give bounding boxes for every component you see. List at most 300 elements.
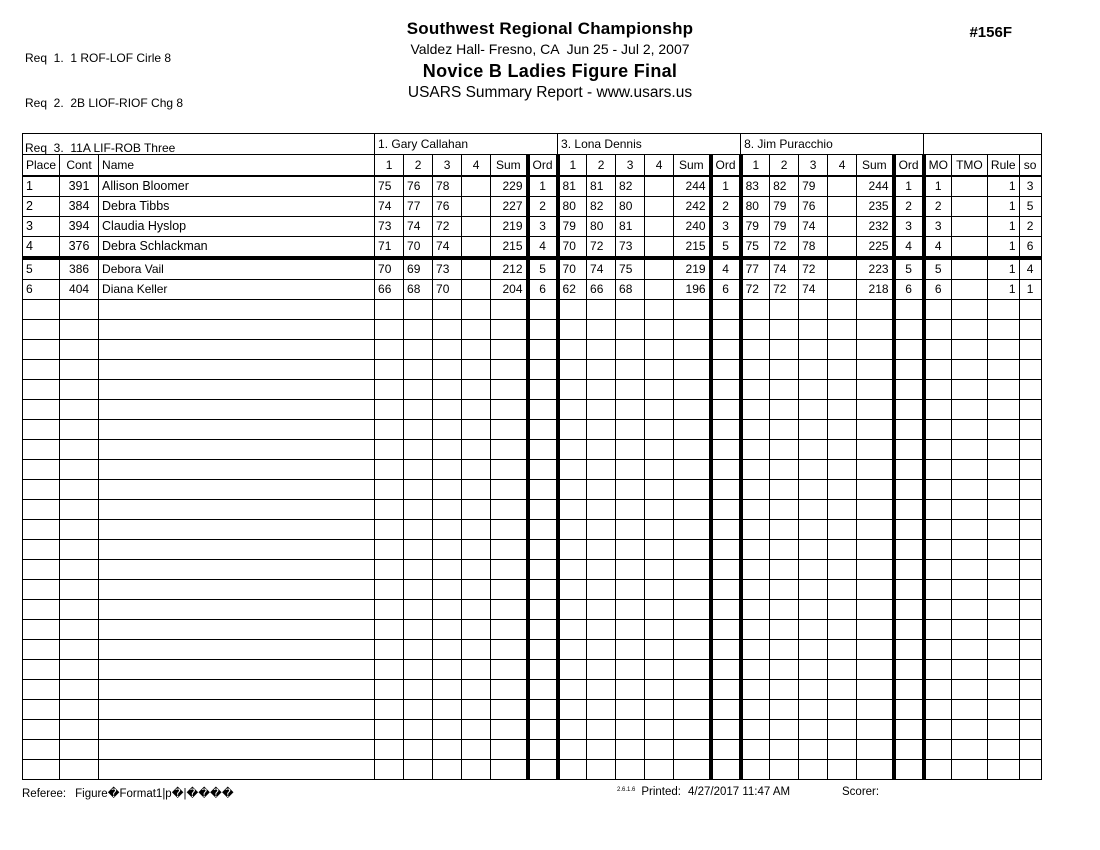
empty-row xyxy=(23,320,1042,340)
cell-judge2-sum xyxy=(674,320,711,340)
cell-mo: 4 xyxy=(924,237,952,259)
cell-place xyxy=(23,700,60,720)
cell-judge3-sum xyxy=(857,440,894,460)
cell-tmo xyxy=(951,760,987,780)
cell-judge2-score4 xyxy=(645,480,674,500)
cell-judge1-score4 xyxy=(462,760,491,780)
cell-judge3-sum xyxy=(857,500,894,520)
cell-judge2-score1 xyxy=(558,320,587,340)
cell-judge2-sum: 215 xyxy=(674,237,711,259)
cell-judge2-score1 xyxy=(558,420,587,440)
cell-judge2-score3 xyxy=(616,760,645,780)
cell-skater-name: Claudia Hyslop xyxy=(99,217,375,237)
cell-place xyxy=(23,420,60,440)
cell-contestant-number xyxy=(60,420,99,440)
cell-judge2-score4 xyxy=(645,237,674,259)
cell-tmo xyxy=(951,300,987,320)
col-header-judge2-2: 2 xyxy=(587,155,616,177)
cell-rule xyxy=(987,560,1019,580)
col-header-place: Place xyxy=(23,155,60,177)
cell-judge3-score1 xyxy=(741,380,770,400)
cell-judge1-score2 xyxy=(404,360,433,380)
cell-judge1-score1 xyxy=(375,340,404,360)
cell-tmo xyxy=(951,660,987,680)
skater-row xyxy=(23,258,1042,280)
cell-skater-name xyxy=(99,380,375,400)
cell-judge3-score3 xyxy=(799,380,828,400)
printed-label: Printed: xyxy=(641,786,681,798)
cell-judge3-score2 xyxy=(770,440,799,460)
judge-header-row xyxy=(23,134,1042,155)
cell-place: 6 xyxy=(23,280,60,300)
cell-judge1-score1 xyxy=(375,620,404,640)
cell-judge1-score2 xyxy=(404,440,433,460)
cell-judge1-score3 xyxy=(433,620,462,640)
cell-judge3-score2 xyxy=(770,580,799,600)
cell-judge3-score4 xyxy=(828,580,857,600)
cell-judge3-score4 xyxy=(828,217,857,237)
cell-judge3-ordinal xyxy=(894,620,924,640)
cell-judge3-ordinal xyxy=(894,320,924,340)
cell-judge2-score4 xyxy=(645,217,674,237)
cell-skater-name xyxy=(99,340,375,360)
cell-judge3-score3 xyxy=(799,520,828,540)
cell-judge1-score1 xyxy=(375,760,404,780)
cell-rule xyxy=(987,380,1019,400)
cell-judge2-ordinal: 1 xyxy=(711,176,741,197)
cell-judge2-ordinal: 6 xyxy=(711,280,741,300)
cell-judge2-score2 xyxy=(587,580,616,600)
cell-judge3-score3 xyxy=(799,480,828,500)
cell-mo: 2 xyxy=(924,197,952,217)
cell-judge2-sum xyxy=(674,680,711,700)
cell-rule xyxy=(987,680,1019,700)
col-header-judge2-ord: Ord xyxy=(711,155,741,177)
cell-tmo xyxy=(951,500,987,520)
cell-skater-name xyxy=(99,560,375,580)
cell-place xyxy=(23,540,60,560)
col-header-judge3-1: 1 xyxy=(741,155,770,177)
cell-contestant-number xyxy=(60,740,99,760)
cell-judge3-score4 xyxy=(828,620,857,640)
cell-judge3-score4 xyxy=(828,258,857,280)
cell-place xyxy=(23,620,60,640)
col-header-judge3-4: 4 xyxy=(828,155,857,177)
cell-so xyxy=(1019,520,1041,540)
cell-place xyxy=(23,680,60,700)
cell-judge3-ordinal xyxy=(894,540,924,560)
cell-mo xyxy=(924,620,952,640)
cell-judge2-ordinal xyxy=(711,700,741,720)
cell-judge2-score2: 72 xyxy=(587,237,616,259)
cell-judge2-score2 xyxy=(587,340,616,360)
cell-judge2-score2 xyxy=(587,500,616,520)
cell-judge1-sum xyxy=(491,320,528,340)
cell-contestant-number: 376 xyxy=(60,237,99,259)
cell-judge3-score2 xyxy=(770,300,799,320)
col-header-cont: Cont xyxy=(60,155,99,177)
cell-judge2-score3 xyxy=(616,740,645,760)
cell-judge2-score2 xyxy=(587,360,616,380)
cell-judge3-ordinal xyxy=(894,360,924,380)
req-line-3: Req 3. 11A LIF-ROB Three xyxy=(25,141,176,155)
cell-judge2-sum: 240 xyxy=(674,217,711,237)
cell-judge2-score2 xyxy=(587,480,616,500)
cell-judge1-score3 xyxy=(433,360,462,380)
cell-contestant-number: 404 xyxy=(60,280,99,300)
cell-judge1-score1: 74 xyxy=(375,197,404,217)
cell-judge3-ordinal xyxy=(894,300,924,320)
cell-skater-name xyxy=(99,360,375,380)
cell-judge1-ordinal xyxy=(528,420,558,440)
results-table xyxy=(22,133,1042,780)
cell-judge1-score2 xyxy=(404,660,433,680)
cell-skater-name xyxy=(99,740,375,760)
cell-rule xyxy=(987,360,1019,380)
cell-judge3-score4 xyxy=(828,400,857,420)
cell-judge1-sum: 212 xyxy=(491,258,528,280)
cell-judge3-score1 xyxy=(741,720,770,740)
cell-mo xyxy=(924,340,952,360)
cell-judge1-ordinal xyxy=(528,620,558,640)
cell-rule xyxy=(987,420,1019,440)
cell-judge3-score4 xyxy=(828,420,857,440)
cell-judge1-sum xyxy=(491,560,528,580)
cell-judge3-sum xyxy=(857,300,894,320)
cell-judge3-score3 xyxy=(799,300,828,320)
cell-judge3-sum xyxy=(857,540,894,560)
cell-rule xyxy=(987,660,1019,680)
cell-so xyxy=(1019,500,1041,520)
cell-judge1-score2 xyxy=(404,500,433,520)
cell-judge3-score3 xyxy=(799,540,828,560)
skater-row xyxy=(23,280,1042,300)
cell-place: 1 xyxy=(23,176,60,197)
cell-judge2-score1 xyxy=(558,640,587,660)
cell-rule xyxy=(987,620,1019,640)
cell-judge3-score1 xyxy=(741,640,770,660)
cell-judge1-score1 xyxy=(375,320,404,340)
cell-judge2-score2 xyxy=(587,420,616,440)
cell-judge2-score4 xyxy=(645,400,674,420)
col-header-mo: MO xyxy=(924,155,952,177)
cell-judge3-ordinal xyxy=(894,700,924,720)
empty-row xyxy=(23,760,1042,780)
cell-judge1-score2 xyxy=(404,400,433,420)
cell-judge3-ordinal xyxy=(894,420,924,440)
cell-judge2-ordinal xyxy=(711,640,741,660)
cell-judge2-score2 xyxy=(587,400,616,420)
cell-so xyxy=(1019,320,1041,340)
cell-contestant-number xyxy=(60,540,99,560)
cell-judge1-ordinal xyxy=(528,680,558,700)
cell-judge1-score4 xyxy=(462,600,491,620)
cell-judge1-score3 xyxy=(433,560,462,580)
cell-judge3-score3 xyxy=(799,420,828,440)
cell-judge3-score3 xyxy=(799,760,828,780)
cell-judge1-score2 xyxy=(404,740,433,760)
cell-skater-name: Diana Keller xyxy=(99,280,375,300)
cell-judge1-sum: 229 xyxy=(491,176,528,197)
cell-skater-name xyxy=(99,540,375,560)
cell-judge1-ordinal: 5 xyxy=(528,258,558,280)
cell-rule: 1 xyxy=(987,258,1019,280)
cell-judge2-score1 xyxy=(558,520,587,540)
cell-rule xyxy=(987,480,1019,500)
cell-judge2-ordinal xyxy=(711,380,741,400)
cell-so: 6 xyxy=(1019,237,1041,259)
cell-judge2-score2: 80 xyxy=(587,217,616,237)
col-header-judge1-1: 1 xyxy=(375,155,404,177)
cell-tmo xyxy=(951,258,987,280)
cell-judge1-sum xyxy=(491,380,528,400)
cell-judge3-sum: 225 xyxy=(857,237,894,259)
col-header-name: Name xyxy=(99,155,375,177)
cell-judge2-sum xyxy=(674,540,711,560)
cell-judge3-sum: 244 xyxy=(857,176,894,197)
cell-judge1-score3 xyxy=(433,740,462,760)
cell-judge2-ordinal xyxy=(711,720,741,740)
cell-judge1-score3 xyxy=(433,600,462,620)
cell-judge2-score4 xyxy=(645,300,674,320)
cell-so xyxy=(1019,360,1041,380)
cell-judge3-score4 xyxy=(828,340,857,360)
cell-judge1-ordinal xyxy=(528,720,558,740)
cell-judge1-sum xyxy=(491,460,528,480)
cell-judge1-score3 xyxy=(433,700,462,720)
cell-judge3-score2 xyxy=(770,380,799,400)
empty-row xyxy=(23,600,1042,620)
cell-judge1-score4 xyxy=(462,720,491,740)
cell-contestant-number: 391 xyxy=(60,176,99,197)
cell-judge1-score2 xyxy=(404,580,433,600)
cell-judge3-ordinal xyxy=(894,460,924,480)
req-line-1: Req 1. 1 ROF-LOF Cirle 8 xyxy=(25,51,172,65)
cell-judge2-score3 xyxy=(616,420,645,440)
cell-judge1-sum xyxy=(491,500,528,520)
req-line-2: Req 2. 2B LIOF-RIOF Chg 8 xyxy=(25,96,184,110)
cell-judge2-ordinal xyxy=(711,460,741,480)
cell-tmo xyxy=(951,420,987,440)
report-type-line: USARS Summary Report - www.usars.us xyxy=(407,84,693,102)
cell-judge1-score1 xyxy=(375,580,404,600)
cell-judge2-score1 xyxy=(558,300,587,320)
cell-judge3-ordinal xyxy=(894,580,924,600)
cell-mo xyxy=(924,520,952,540)
cell-judge3-score3: 74 xyxy=(799,217,828,237)
cell-contestant-number xyxy=(60,440,99,460)
cell-rule xyxy=(987,580,1019,600)
cell-place xyxy=(23,480,60,500)
cell-judge1-sum xyxy=(491,540,528,560)
cell-judge3-score3 xyxy=(799,440,828,460)
cell-judge1-score4 xyxy=(462,400,491,420)
cell-judge2-score2: 82 xyxy=(587,197,616,217)
cell-judge2-sum: 219 xyxy=(674,258,711,280)
cell-contestant-number xyxy=(60,720,99,740)
cell-judge3-sum xyxy=(857,480,894,500)
cell-judge3-score2 xyxy=(770,480,799,500)
cell-judge1-score1 xyxy=(375,480,404,500)
cell-judge1-score4 xyxy=(462,280,491,300)
skater-row xyxy=(23,197,1042,217)
cell-judge3-score4 xyxy=(828,700,857,720)
cell-skater-name xyxy=(99,320,375,340)
col-header-so: so xyxy=(1019,155,1041,177)
cell-judge2-score1 xyxy=(558,460,587,480)
cell-contestant-number xyxy=(60,660,99,680)
empty-row xyxy=(23,460,1042,480)
cell-tmo xyxy=(951,720,987,740)
cell-skater-name xyxy=(99,620,375,640)
cell-judge2-sum xyxy=(674,600,711,620)
cell-judge1-score2 xyxy=(404,320,433,340)
cell-skater-name xyxy=(99,680,375,700)
col-header-judge1-ord: Ord xyxy=(528,155,558,177)
cell-judge1-score3 xyxy=(433,720,462,740)
cell-rule xyxy=(987,740,1019,760)
cell-judge2-score2 xyxy=(587,680,616,700)
cell-judge3-sum xyxy=(857,380,894,400)
cell-so xyxy=(1019,660,1041,680)
cell-judge1-ordinal xyxy=(528,440,558,460)
cell-place xyxy=(23,400,60,420)
judge-row-right-blank xyxy=(924,134,1042,155)
cell-judge1-score1: 75 xyxy=(375,176,404,197)
cell-judge2-score4 xyxy=(645,420,674,440)
cell-judge1-sum xyxy=(491,300,528,320)
cell-judge1-ordinal xyxy=(528,560,558,580)
cell-judge2-score1 xyxy=(558,560,587,580)
event-number: #156F xyxy=(969,24,1012,41)
cell-judge3-ordinal xyxy=(894,520,924,540)
empty-row xyxy=(23,300,1042,320)
cell-contestant-number: 384 xyxy=(60,197,99,217)
cell-judge3-sum: 232 xyxy=(857,217,894,237)
cell-judge1-score2: 68 xyxy=(404,280,433,300)
cell-tmo xyxy=(951,580,987,600)
results-table-body xyxy=(23,176,1042,780)
cell-judge3-score4 xyxy=(828,176,857,197)
cell-judge1-score4 xyxy=(462,300,491,320)
scorer-label: Scorer: xyxy=(842,786,880,798)
cell-judge3-score3 xyxy=(799,580,828,600)
cell-judge2-sum: 242 xyxy=(674,197,711,217)
cell-judge1-score3 xyxy=(433,540,462,560)
cell-rule xyxy=(987,320,1019,340)
cell-judge1-ordinal xyxy=(528,300,558,320)
cell-mo xyxy=(924,600,952,620)
cell-mo xyxy=(924,760,952,780)
cell-judge3-sum xyxy=(857,460,894,480)
cell-judge1-score2 xyxy=(404,760,433,780)
cell-contestant-number xyxy=(60,480,99,500)
cell-so xyxy=(1019,740,1041,760)
cell-judge2-score3 xyxy=(616,340,645,360)
cell-judge3-sum xyxy=(857,700,894,720)
cell-judge1-score2 xyxy=(404,720,433,740)
cell-judge3-score1 xyxy=(741,360,770,380)
cell-judge2-score3 xyxy=(616,520,645,540)
cell-judge3-score2: 72 xyxy=(770,237,799,259)
cell-judge3-sum xyxy=(857,660,894,680)
cell-judge1-ordinal: 1 xyxy=(528,176,558,197)
cell-judge1-score2 xyxy=(404,380,433,400)
cell-judge3-ordinal xyxy=(894,480,924,500)
cell-judge1-ordinal xyxy=(528,640,558,660)
cell-judge1-score4 xyxy=(462,176,491,197)
cell-judge2-ordinal xyxy=(711,340,741,360)
cell-judge3-score4 xyxy=(828,540,857,560)
cell-rule: 1 xyxy=(987,237,1019,259)
cell-place xyxy=(23,300,60,320)
cell-contestant-number xyxy=(60,580,99,600)
cell-judge2-score2 xyxy=(587,640,616,660)
cell-place xyxy=(23,380,60,400)
cell-judge2-sum xyxy=(674,520,711,540)
cell-judge2-score2 xyxy=(587,460,616,480)
cell-judge1-sum xyxy=(491,520,528,540)
cell-judge1-score2 xyxy=(404,680,433,700)
cell-judge2-score4 xyxy=(645,740,674,760)
cell-so xyxy=(1019,620,1041,640)
cell-judge1-score3 xyxy=(433,580,462,600)
cell-judge2-ordinal: 5 xyxy=(711,237,741,259)
cell-judge1-score2: 74 xyxy=(404,217,433,237)
cell-judge2-score3 xyxy=(616,720,645,740)
cell-so xyxy=(1019,600,1041,620)
cell-judge1-sum xyxy=(491,480,528,500)
cell-so: 4 xyxy=(1019,258,1041,280)
cell-judge2-sum xyxy=(674,720,711,740)
cell-contestant-number xyxy=(60,680,99,700)
cell-judge1-score2 xyxy=(404,600,433,620)
cell-judge2-score4 xyxy=(645,440,674,460)
cell-judge1-score3 xyxy=(433,500,462,520)
cell-judge1-ordinal xyxy=(528,380,558,400)
cell-skater-name xyxy=(99,440,375,460)
cell-judge3-ordinal: 4 xyxy=(894,237,924,259)
cell-tmo xyxy=(951,197,987,217)
cell-judge1-score4 xyxy=(462,560,491,580)
cell-tmo xyxy=(951,600,987,620)
cell-judge2-score1 xyxy=(558,480,587,500)
cell-judge3-ordinal xyxy=(894,660,924,680)
cell-judge1-score2: 70 xyxy=(404,237,433,259)
cell-judge1-score3: 70 xyxy=(433,280,462,300)
col-header-judge2-4: 4 xyxy=(645,155,674,177)
cell-judge1-score2 xyxy=(404,300,433,320)
cell-judge2-score2 xyxy=(587,440,616,460)
cell-contestant-number xyxy=(60,520,99,540)
cell-judge3-score3 xyxy=(799,560,828,580)
cell-judge1-sum xyxy=(491,700,528,720)
cell-judge1-sum xyxy=(491,580,528,600)
cell-judge3-score4 xyxy=(828,380,857,400)
cell-judge1-score4 xyxy=(462,340,491,360)
cell-judge1-score3 xyxy=(433,380,462,400)
cell-judge3-score1 xyxy=(741,440,770,460)
cell-judge1-ordinal xyxy=(528,580,558,600)
col-header-judge1-4: 4 xyxy=(462,155,491,177)
cell-judge3-sum xyxy=(857,400,894,420)
cell-judge2-ordinal xyxy=(711,440,741,460)
cell-judge2-score3 xyxy=(616,380,645,400)
cell-mo xyxy=(924,720,952,740)
cell-mo xyxy=(924,400,952,420)
cell-judge3-score4 xyxy=(828,197,857,217)
col-header-judge1-2: 2 xyxy=(404,155,433,177)
